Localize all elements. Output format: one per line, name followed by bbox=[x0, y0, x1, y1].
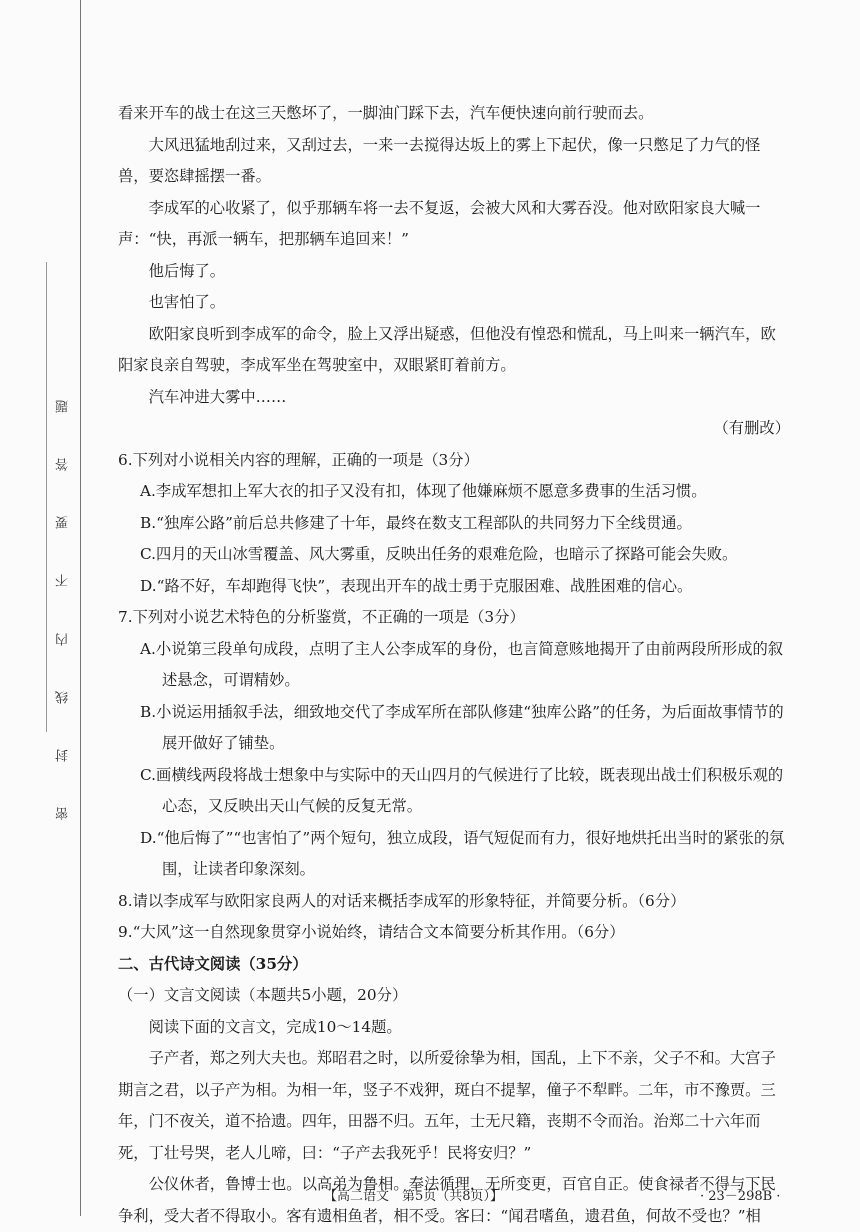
option-6b: B.“独库公路”前后总共修建了十年，最终在数支工程部队的共同努力下全线贯通。 bbox=[140, 513, 692, 532]
subsection-heading: （一）文言文阅读（本题共5小题，20分） bbox=[118, 986, 408, 1004]
page-content bbox=[118, 98, 790, 1232]
story-paragraph: 看来开车的战士在这三天憋坏了，一脚油门踩下去，汽车便快速向前行驶而去。 bbox=[118, 104, 654, 122]
question-9: 9.“大风”这一自然现象贯穿小说始终，请结合文本简要分析其作用。（6分） bbox=[118, 923, 625, 941]
seal-margin bbox=[52, 400, 76, 820]
seal-char: 要 bbox=[56, 516, 71, 530]
story-paragraph: 也害怕了。 bbox=[148, 293, 226, 311]
story-paragraph: 李成军的心收紧了，似乎那辆车将一去不复返，会被大风和大雾吞没。他对欧阳家良大喊一声：“快，再派一辆车，把那辆车追回来！” bbox=[118, 198, 761, 248]
edit-note: （有删改） bbox=[713, 419, 790, 437]
option-7c: C.画横线两段将战士想象中与实际中的天山四月的气候进行了比较，既表现出战士们积极乐观的心态，又反映出天山气候的反复无常。 bbox=[140, 765, 784, 815]
seal-char: 不 bbox=[56, 574, 71, 588]
option-6d: D.“路不好，车却跑得飞快”，表现出开车的战士勇于克服困难、战胜困难的信心。 bbox=[140, 576, 693, 595]
seal-char: 线 bbox=[56, 690, 71, 704]
binding-line bbox=[80, 0, 81, 1216]
story-paragraph: 大风迅猛地刮过来，又刮过去，一来一去搅得达坂上的雾上下起伏，像一只憋足了力气的怪兽，要恣肆摇摆一番。 bbox=[118, 135, 761, 185]
classical-text: 公仪休者，鲁博士也。以高弟为鲁相。奉法循理，无所变更，百官自正。使食禄者不得与下民争利，受大者不得取小。客有遗相鱼者，相不受。客曰：“闻君嗜鱼，遗君鱼，何故不受也？”相 bbox=[118, 1175, 776, 1225]
seal-char: 答 bbox=[56, 458, 71, 472]
seal-char: 内 bbox=[56, 632, 71, 646]
classical-text: 子产者，郑之列大夫也。郑昭君之时，以所爱徐挚为相，国乱，上下不亲，父子不和。大宫子期言之君，以子产为相。为相一年，竖子不戏狎，斑白不提挈，僮子不犁畔。二年，市不豫贾。三年，门不夜关，道不拾遗。四年，田器不归。五年，士无尺籍，丧期不令而治。治郑二十六年而死，丁壮号哭，老人儿啼，曰：“子产去我死乎！民将安归？” bbox=[118, 1049, 776, 1162]
option-7a: A.小说第三段单句成段，点明了主人公李成军的身份，也言简意赅地揭开了由前两段所形成的叙述悬念，可谓精妙。 bbox=[140, 639, 784, 689]
seal-char: 密 bbox=[56, 806, 71, 820]
option-6c: C.四月的天山冰雪覆盖、风大雾重，反映出任务的艰难危险，也暗示了探路可能会失败。 bbox=[140, 545, 738, 563]
question-6: 6.下列对小说相关内容的理解，正确的一项是（3分） bbox=[118, 450, 479, 469]
seal-line bbox=[46, 262, 47, 732]
page-footer bbox=[0, 1185, 860, 1205]
question-7: 7.下列对小说艺术特色的分析鉴赏，不正确的一项是（3分） bbox=[118, 608, 525, 626]
seal-char: 题 bbox=[56, 400, 71, 413]
seal-char: 封 bbox=[56, 748, 71, 762]
page-number: 【高二语文 第5页（共8页）】 bbox=[324, 1189, 504, 1204]
story-paragraph: 汽车冲进大雾中…… bbox=[148, 387, 287, 406]
question-8: 8.请以李成军与欧阳家良两人的对话来概括李成军的形象特征，并简要分析。（6分） bbox=[118, 891, 686, 910]
option-7d: D.“他后悔了”“也害怕了”两个短句，独立成段，语气短促而有力，很好地烘托出当时的紧张的氛围，让读者印象深刻。 bbox=[140, 828, 785, 878]
exam-code: · 23－298B · bbox=[700, 1189, 781, 1204]
story-paragraph: 他后悔了。 bbox=[148, 261, 226, 280]
section-heading: 二、古代诗文阅读（35分） bbox=[118, 954, 308, 973]
option-6a: A.李成军想扣上军大衣的扣子又没有扣，体现了他嫌麻烦不愿意多费事的生活习惯。 bbox=[140, 482, 707, 500]
option-7b: B.小说运用插叙手法，细致地交代了李成军所在部队修建“独库公路”的任务，为后面故事情节的展开做好了铺垫。 bbox=[140, 702, 784, 752]
story-paragraph: 欧阳家良听到李成军的命令，脸上又浮出疑惑，但他没有惶恐和慌乱，马上叫来一辆汽车，欧阳家良亲自驾驶，李成军坐在驾驶室中，双眼紧盯着前方。 bbox=[118, 324, 776, 374]
instruction: 阅读下面的文言文，完成10～14题。 bbox=[148, 1017, 402, 1036]
